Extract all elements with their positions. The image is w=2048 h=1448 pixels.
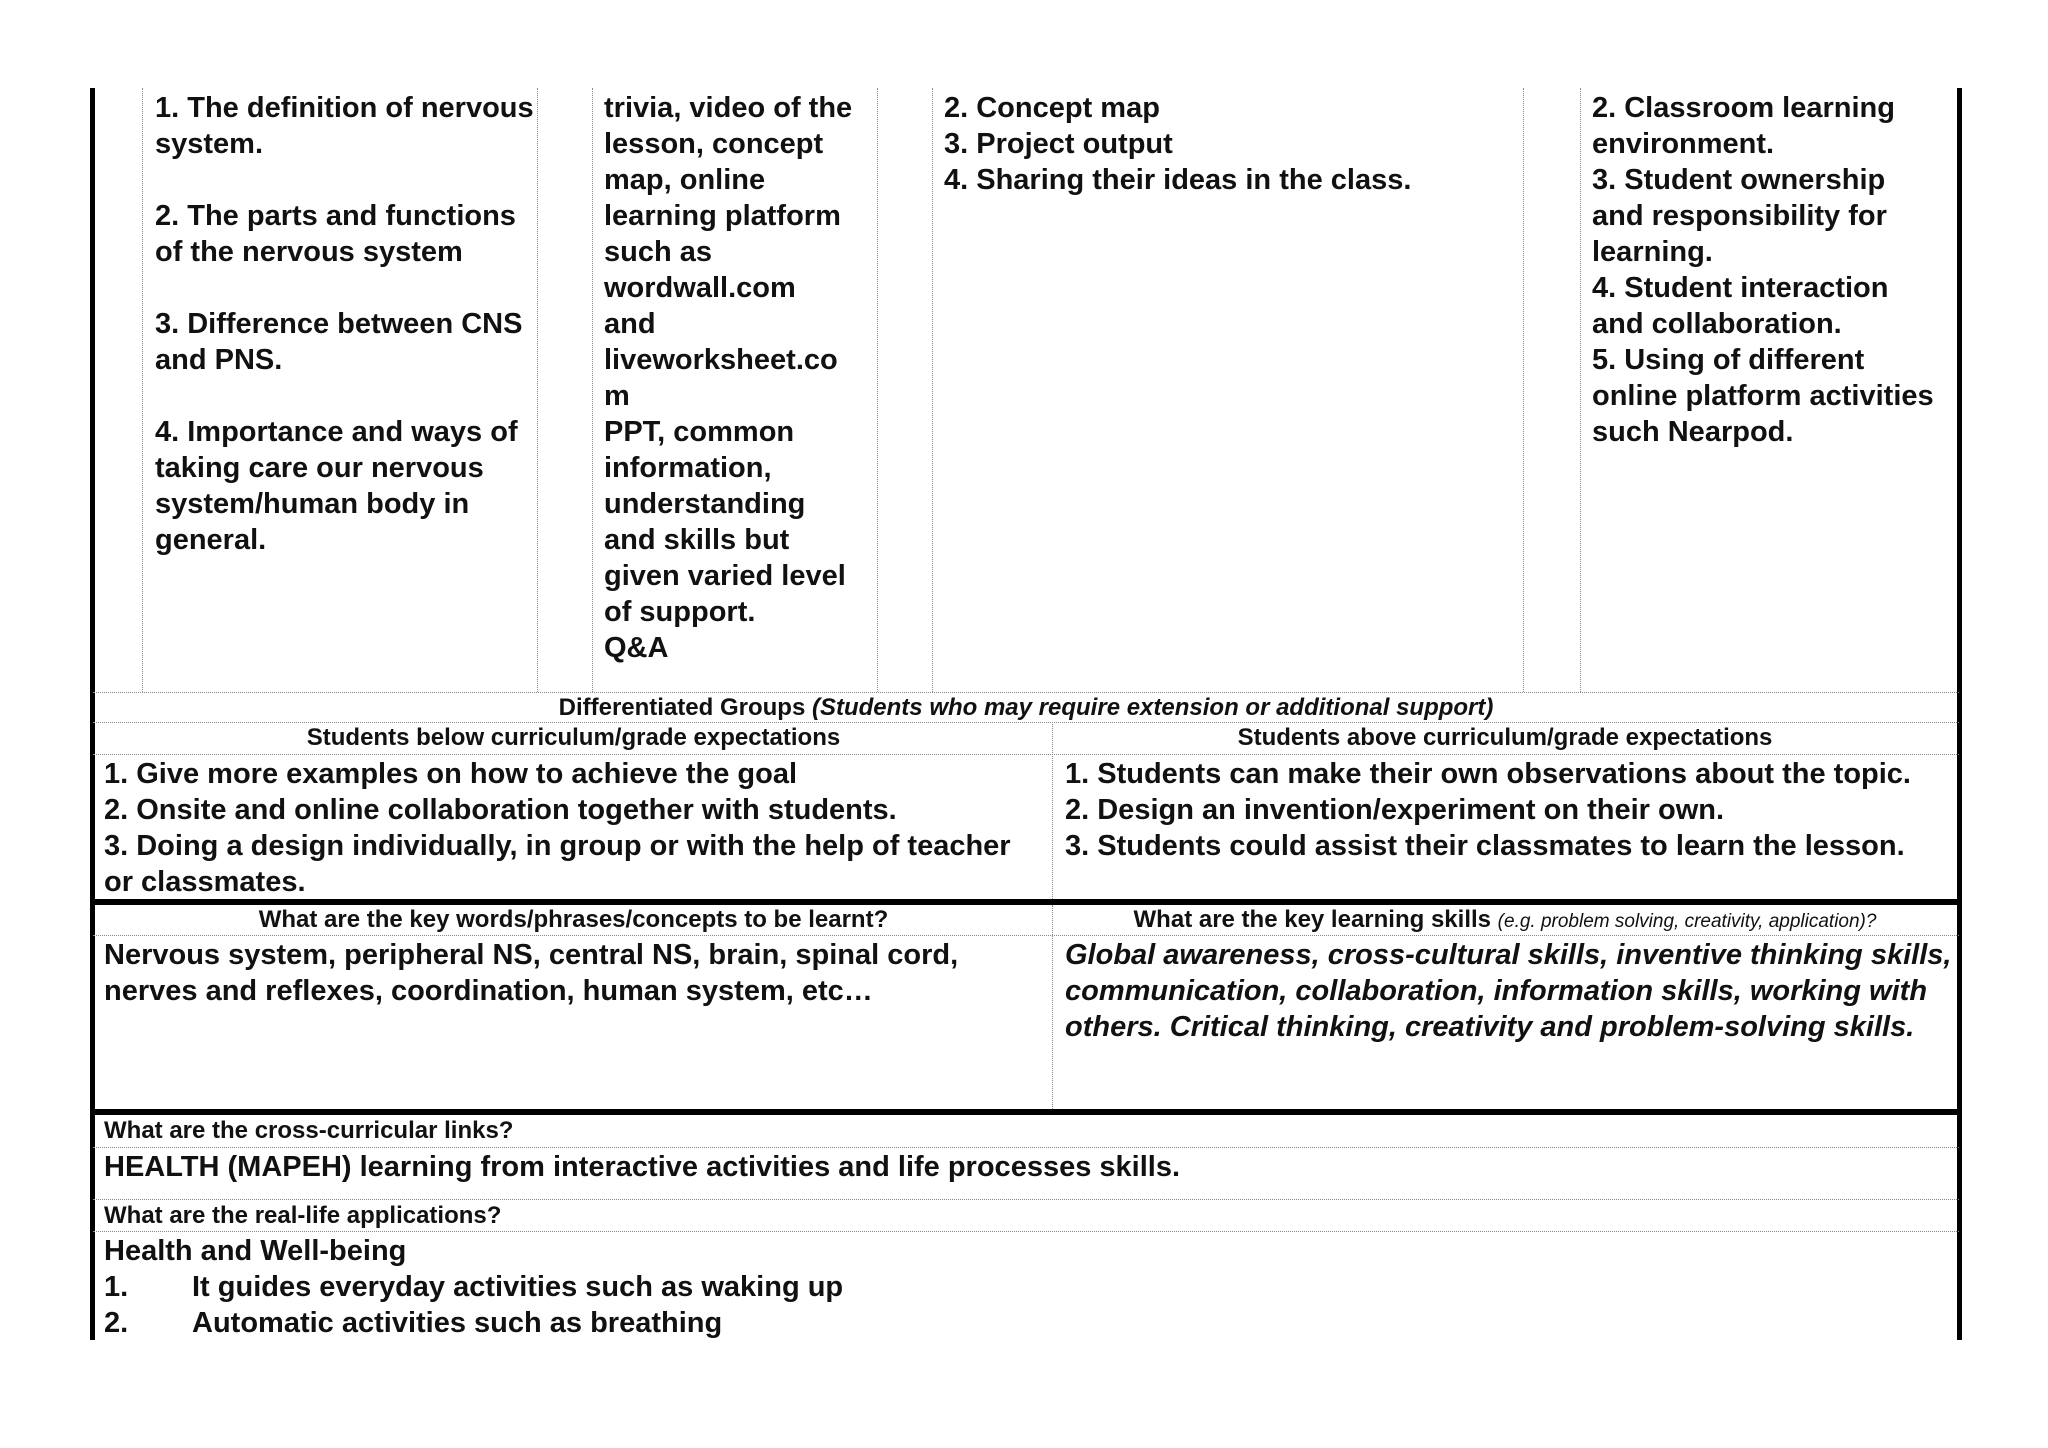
assessment-line: 2. Concept map (944, 92, 1160, 124)
differentiated-title-note: (Students who may require extension or additional support) (811, 694, 1494, 721)
list-item (104, 1305, 1944, 1341)
real-life-header: What are the real-life applications? (104, 1202, 502, 1229)
below-item: 1. Give more examples on how to achieve the goal (104, 758, 797, 790)
list-item-number: 2. (104, 1307, 129, 1339)
topic-item: 1. The definition of nervous system. (155, 92, 534, 160)
environment-cell (1592, 90, 1954, 450)
differentiated-title-text: Differentiated Groups (558, 694, 806, 721)
col-divider (142, 88, 143, 692)
resource-line: and (604, 308, 656, 340)
topic-item: 4. Importance and ways of taking care our nervous system/human body in general. (155, 416, 518, 556)
environment-line: 2. Classroom learning (1592, 92, 1895, 124)
key-words-header: What are the key words/phrases/concepts to be learnt? (258, 906, 889, 933)
below-expectations-header: Students below curriculum/grade expectations (306, 724, 841, 751)
col-divider (932, 88, 933, 692)
resource-line: map, online (604, 164, 766, 196)
resource-line: such as (604, 236, 712, 268)
resource-line: learning platform (604, 200, 841, 232)
topics-cell (155, 90, 535, 558)
environment-line: environment. (1592, 128, 1775, 160)
real-life-title: Health and Well-being (104, 1235, 407, 1267)
resource-line: wordwall.com (604, 272, 796, 304)
key-skills-header-text: What are the key learning skills (1133, 906, 1491, 933)
assessment-line: 3. Project output (944, 128, 1173, 160)
below-item: 3. Doing a design individually, in group or with the help of teacher (104, 830, 1011, 862)
above-item: 3. Students could assist their classmates to learn the lesson. (1065, 830, 1905, 862)
row-divider (93, 1199, 1959, 1200)
resource-line: of support. (604, 596, 756, 628)
list-item-text: Automatic activities such as breathing (192, 1307, 723, 1339)
row-divider (93, 754, 1959, 755)
environment-line: and collaboration. (1592, 308, 1842, 340)
above-expectations-cell (1065, 756, 1955, 864)
key-words-cell (104, 937, 1049, 1009)
environment-line: 3. Student ownership (1592, 164, 1886, 196)
key-skills-header-note: (e.g. problem solving, creativity, application)? (1497, 911, 1877, 932)
resource-line: and skills but (604, 524, 790, 556)
topic-item: 3. Difference between CNS and PNS. (155, 308, 523, 376)
table-right-border (1957, 88, 1962, 1340)
environment-line: learning. (1592, 236, 1713, 268)
key-skills-line: Global awareness, cross-cultural skills, inventive thinking skills, (1065, 939, 1952, 971)
list-item-number: 1. (104, 1271, 129, 1303)
resource-line: trivia, video of the (604, 92, 853, 124)
cross-curricular-text: HEALTH (MAPEH) learning from interactive activities and life processes skills. (104, 1151, 1181, 1183)
assessment-cell (944, 90, 1519, 198)
environment-line: 5. Using of different (1592, 344, 1865, 376)
key-skills-line: others. Critical thinking, creativity and problem-solving skills. (1065, 1011, 1915, 1043)
differentiated-title (95, 693, 1957, 723)
above-expectations-header: Students above curriculum/grade expectations (1237, 724, 1773, 751)
resources-cell (604, 90, 876, 666)
list-item (104, 1269, 1944, 1305)
col-divider (877, 88, 878, 692)
col-divider (1523, 88, 1524, 692)
resource-line: m (604, 380, 630, 412)
resource-line: PPT, common (604, 416, 795, 448)
assessment-line: 4. Sharing their ideas in the class. (944, 164, 1412, 196)
cross-curricular-header: What are the cross-curricular links? (104, 1117, 514, 1144)
resource-line: understanding (604, 488, 806, 520)
resource-line: given varied level (604, 560, 846, 592)
key-skills-cell (1065, 937, 1955, 1045)
resource-line: Q&A (604, 632, 669, 664)
section-border (90, 1109, 1962, 1115)
environment-line: 4. Student interaction (1592, 272, 1889, 304)
list-item-text: It guides everyday activities such as waking up (192, 1271, 844, 1303)
environment-line: online platform activities (1592, 380, 1934, 412)
below-expectations-cell (104, 756, 1049, 900)
key-skills-header (1053, 905, 1957, 937)
row-divider (93, 1231, 1959, 1232)
resource-line: information, (604, 452, 772, 484)
above-item: 1. Students can make their own observations about the topic. (1065, 758, 1911, 790)
resource-line: lesson, concept (604, 128, 824, 160)
row-divider (93, 1147, 1959, 1148)
col-divider (592, 88, 593, 692)
key-skills-line: communication, collaboration, information skills, working with (1065, 975, 1928, 1007)
below-item: 2. Onsite and online collaboration together with students. (104, 794, 897, 826)
environment-line: such Nearpod. (1592, 416, 1794, 448)
key-words-line: nerves and reflexes, coordination, human system, etc… (104, 975, 873, 1007)
col-divider (1580, 88, 1581, 692)
real-life-cell (104, 1233, 1944, 1341)
topic-item: 2. The parts and functions of the nervous system (155, 200, 516, 268)
key-words-line: Nervous system, peripheral NS, central NS, brain, spinal cord, (104, 939, 959, 971)
resource-line: liveworksheet.co (604, 344, 838, 376)
col-divider (537, 88, 538, 692)
environment-line: and responsibility for (1592, 200, 1887, 232)
above-item: 2. Design an invention/experiment on their own. (1065, 794, 1725, 826)
below-item: or classmates. (104, 866, 306, 898)
